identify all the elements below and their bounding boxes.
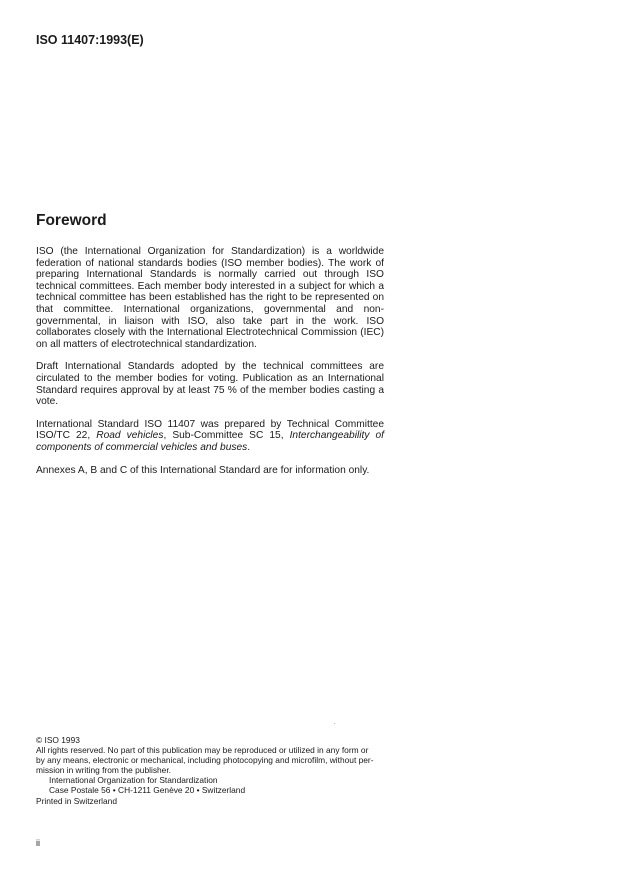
document-id-header: ISO 11407:1993(E): [36, 33, 144, 47]
copyright-line: © ISO 1993: [36, 735, 80, 745]
page-number: ii: [36, 838, 40, 848]
printed-in: Printed in Switzerland: [36, 796, 117, 806]
rights-line-2: by any means, electronic or mechanical, including photocopying and microfilm, without per-: [36, 755, 374, 765]
paragraph-3-suffix: .: [247, 441, 251, 453]
foreword-title: Foreword: [36, 212, 107, 229]
paragraph-3-mid: , Sub-Committee SC 15,: [163, 430, 290, 442]
foreword-paragraph-3: [36, 419, 384, 454]
foreword-paragraph-1: ISO (the International Organization for Standardization) is a worldwide federation of national standards bodies (ISO member bodies). The work of preparing International Standards is normally carried out through ISO technical committees. Each member body interested in a subject for which a technical committee has been established has the right to be represented on that committee. International organizations, governmental and non-governmental, in liaison with ISO, also take part in the work. ISO collaborates closely with the International Electrotechnical Commission (IEC) on all matters of electrotechnical standardization.: [36, 246, 384, 350]
rights-line-3: mission in writing from the publisher.: [36, 765, 171, 775]
organization-address: Case Postale 56 • CH-1211 Genève 20 • Switzerland: [49, 785, 246, 795]
copyright-block: [36, 735, 384, 806]
rights-line-1: All rights reserved. No part of this publication may be reproduced or utilized in any form or: [36, 745, 369, 755]
foreword-body: [36, 246, 384, 487]
tc-title: Road vehicles: [96, 430, 164, 442]
sc-title: Interchangeability of components of commercial vehicles and buses: [36, 430, 384, 453]
foreword-paragraph-4: Annexes A, B and C of this International Standard are for information only.: [36, 464, 370, 476]
organization-name: International Organization for Standardization: [49, 775, 218, 785]
foreword-paragraph-2: Draft International Standards adopted by the technical committees are circulated to the member bodies for voting. Publication as an International Standard requires approval by at least 75 % of the member bodies casting a vote.: [36, 361, 384, 408]
paragraph-3-prefix: International Standard ISO 11407 was prepared by Technical Committee ISO/TC 22,: [36, 418, 384, 442]
scan-mark: .: [334, 720, 336, 726]
